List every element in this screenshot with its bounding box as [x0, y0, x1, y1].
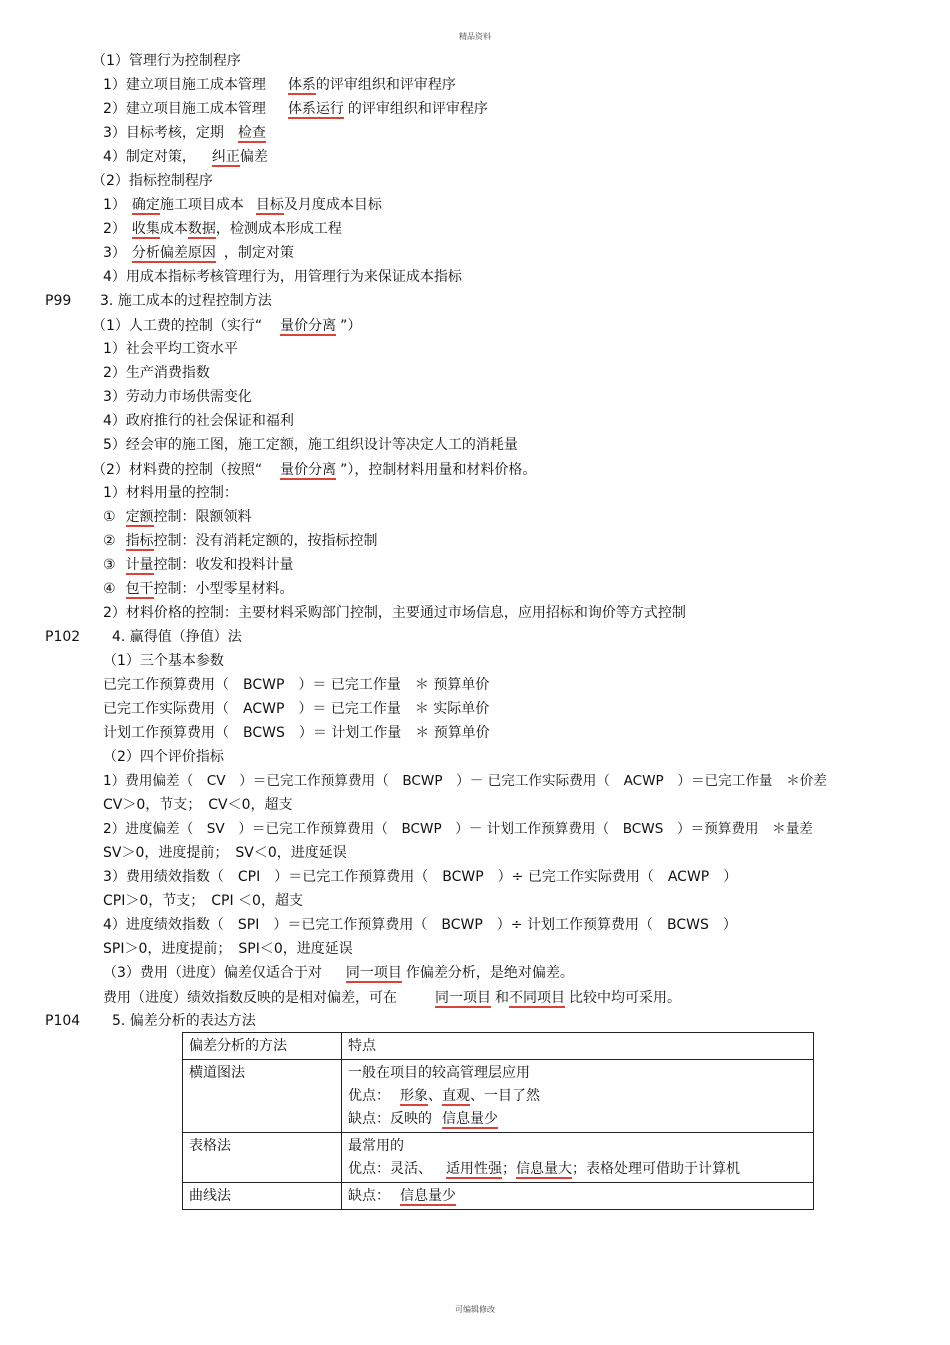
- table-header-feature: 特点: [342, 1033, 814, 1060]
- table-header-method: 偏差分析的方法: [183, 1033, 342, 1060]
- underlined-term: 形象: [400, 1088, 428, 1104]
- list-item: 1）材料用量的控制：: [103, 485, 238, 501]
- heading-material-cost: （2）材料费的控制（按照“ 量价分离 ”），控制材料用量和材料价格。: [92, 462, 537, 478]
- list-item: 2） 收集成本数据，检测成本形成工程: [103, 221, 342, 237]
- method-cell: 曲线法: [183, 1183, 342, 1210]
- table-row: [183, 1183, 814, 1210]
- underlined-term: 分析偏差原因: [131, 245, 216, 261]
- underlined-term: 信息量大: [516, 1161, 572, 1177]
- list-item: 3）目标考核，定期 检查: [103, 125, 266, 141]
- list-item: ① 定额控制：限额领料: [103, 509, 252, 525]
- formula-line: 已完工作预算费用（ BCWP ）＝ 已完工作量 ＊ 预算单价: [103, 677, 490, 693]
- underlined-term: 量价分离: [280, 462, 337, 478]
- list-item: 5）经会审的施工图，施工定额，施工组织设计等决定人工的消耗量: [103, 437, 518, 453]
- section-heading-5: 5. 偏差分析的表达方法: [112, 1013, 256, 1029]
- underlined-term: 包干: [125, 581, 154, 597]
- page-ref-p99: P99: [45, 293, 72, 309]
- list-item: ③ 计量控制：收发和投料计量: [103, 557, 294, 573]
- subheading: （2）四个评价指标: [103, 749, 224, 765]
- underlined-term: 信息量少: [442, 1111, 498, 1127]
- list-item: 2）生产消费指数: [103, 365, 210, 381]
- list-item: 1）建立项目施工成本管理 体系的评审组织和评审程序: [103, 77, 456, 93]
- formula-line: 已完工作实际费用（ ACWP ）＝ 已完工作量 ＊ 实际单价: [103, 701, 490, 717]
- section-heading-3: 3. 施工成本的过程控制方法: [100, 293, 272, 309]
- underlined-term: 信息量少: [400, 1188, 456, 1204]
- list-item: 4）用成本指标考核管理行为，用管理行为来保证成本指标: [103, 269, 462, 285]
- underlined-term: 收集: [131, 221, 160, 237]
- underlined-term: 体系运行: [287, 101, 344, 117]
- method-cell: 表格法: [183, 1133, 342, 1183]
- formula-line: SV＞0，进度提前； SV＜0，进度延误: [103, 845, 347, 861]
- formula-line: SPI＞0，进度提前； SPI＜0，进度延误: [103, 941, 353, 957]
- list-item: 2）建立项目施工成本管理 体系运行 的评审组织和评审程序: [103, 101, 488, 117]
- underlined-term: 量价分离: [280, 318, 337, 334]
- list-item: ④ 包干控制：小型零星材料。: [103, 581, 294, 597]
- subheading: （1）三个基本参数: [103, 653, 224, 669]
- heading-management-control: （1）管理行为控制程序: [92, 53, 241, 69]
- heading-index-control: （2）指标控制程序: [92, 173, 213, 189]
- formula-line: CPI＞0，节支； CPI ＜0，超支: [103, 893, 303, 909]
- list-item: ② 指标控制：没有消耗定额的，按指标控制: [103, 533, 378, 549]
- page-ref-p102: P102: [45, 629, 81, 645]
- list-item: 3） 分析偏差原因 ，制定对策: [103, 245, 294, 261]
- page-header: 精品资料: [459, 32, 491, 41]
- formula-line: 1）费用偏差（ CV ）＝已完工作预算费用（ BCWP ）－ 已完工作实际费用（ ACWP ）＝已完工作量 ＊价差: [103, 773, 827, 789]
- table-header-row: [183, 1033, 814, 1060]
- underlined-term: 不同项目: [509, 990, 565, 1006]
- feature-cell: 一般在项目的较高管理层应用 优点： 形象、直观、一目了然 缺点：反映的 信息量少: [342, 1060, 814, 1133]
- formula-line: 4）进度绩效指数（ SPI ）＝已完工作预算费用（ BCWP ）÷ 计划工作预算费用（ BCWS ）: [103, 917, 737, 933]
- underlined-term: 适用性强: [446, 1161, 502, 1177]
- list-item: 3）劳动力市场供需变化: [103, 389, 252, 405]
- list-item: 1） 确定施工项目成本 目标及月度成本目标: [103, 197, 382, 213]
- formula-line: 2）进度偏差（ SV ）＝已完工作预算费用（ BCWP ）－ 计划工作预算费用（ BCWS ）＝预算费用 ＊量差: [103, 821, 813, 837]
- table-row: [183, 1060, 814, 1133]
- underlined-term: 数据: [187, 221, 216, 237]
- underlined-term: 定额: [125, 509, 154, 525]
- table-row: [183, 1133, 814, 1183]
- feature-cell: 缺点： 信息量少: [342, 1183, 814, 1210]
- list-item: 2）材料价格的控制：主要材料采购部门控制，主要通过市场信息，应用招标和询价等方式控制: [103, 605, 686, 621]
- underlined-term: 纠正: [211, 149, 240, 165]
- section-heading-4: 4. 赢得值（挣值）法: [112, 629, 242, 645]
- list-item: 4）政府推行的社会保证和福利: [103, 413, 294, 429]
- underlined-term: 体系: [287, 77, 316, 93]
- note-line: 费用（进度）绩效指数反映的是相对偏差，可在 同一项目 和不同项目 比较中均可采用。: [103, 990, 681, 1006]
- feature-cell: 最常用的 优点：灵活、 适用性强；信息量大；表格处理可借助于计算机: [342, 1133, 814, 1183]
- method-cell: 横道图法: [183, 1060, 342, 1133]
- list-item: 1）社会平均工资水平: [103, 341, 238, 357]
- deviation-analysis-table: [182, 1032, 814, 1210]
- underlined-term: 计量: [125, 557, 154, 573]
- formula-line: 3）费用绩效指数（ CPI ）＝已完工作预算费用（ BCWP ）÷ 已完工作实际费用（ ACWP ）: [103, 869, 738, 885]
- underlined-term: 确定: [131, 197, 160, 213]
- underlined-term: 检查: [237, 125, 266, 141]
- heading-labor-cost: （1）人工费的控制（实行“ 量价分离 ”）: [92, 318, 362, 334]
- note-line: （3）费用（进度）偏差仅适合于对 同一项目 作偏差分析，是绝对偏差。: [103, 965, 574, 981]
- formula-line: 计划工作预算费用（ BCWS ）＝ 计划工作量 ＊ 预算单价: [103, 725, 490, 741]
- page-footer: 可编辑修改: [455, 1305, 495, 1314]
- underlined-term: 指标: [125, 533, 154, 549]
- formula-line: CV＞0，节支； CV＜0，超支: [103, 797, 293, 813]
- list-item: 4）制定对策， 纠正偏差: [103, 149, 268, 165]
- page-ref-p104: P104: [45, 1013, 81, 1029]
- underlined-term: 目标: [255, 197, 284, 213]
- underlined-term: 同一项目: [345, 965, 402, 981]
- underlined-term: 同一项目: [435, 990, 491, 1006]
- underlined-term: 直观: [442, 1088, 470, 1104]
